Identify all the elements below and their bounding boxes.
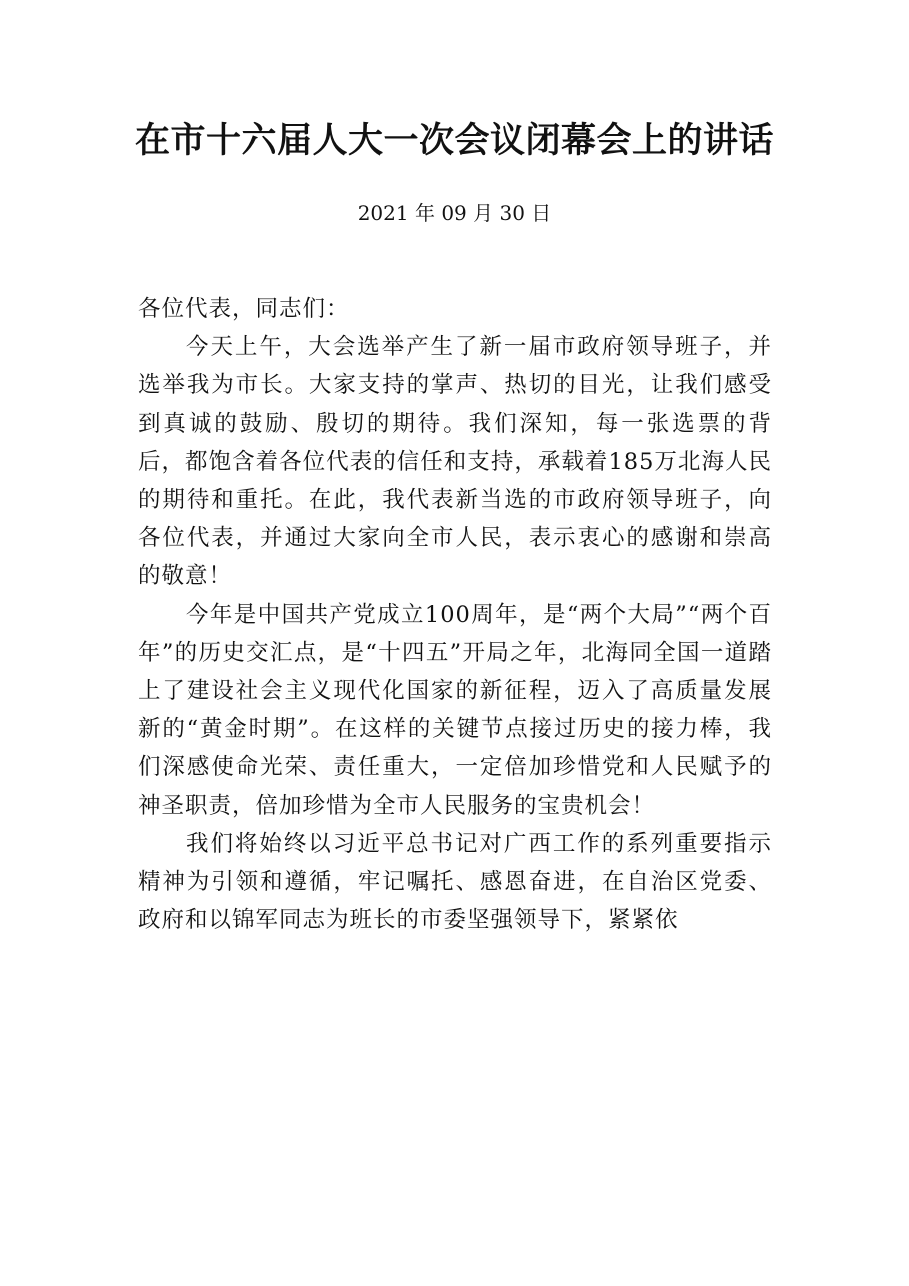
paragraph: 今年是中国共产党成立100周年，是“两个大局”“两个百年”的历史交汇点，是“十四五”开局之年，北海同全国一道踏上了建设社会主义现代化国家的新征程，迈入了高质量发展新的“黄金时期”。在这样的关键节点接过历史的接力棒，我们深感使命光荣、责任重大，一定倍加珍惜党和人民赋予的神圣职责，倍加珍惜为全市人民服务的宝贵机会！ bbox=[138, 601, 772, 819]
salutation: 各位代表，同志们： bbox=[138, 296, 350, 322]
document-title: 在市十六届人大一次会议闭幕会上的讲话 bbox=[134, 120, 774, 161]
paragraph: 今天上午，大会选举产生了新一届市政府领导班子，并选举我为市长。大家支持的掌声、热切的目光，让我们感受到真诚的鼓励、殷切的期待。我们深知，每一张选票的背后，都饱含着各位代表的信任和支持，承载着185万北海人民的期待和重托。在此，我代表新当选的市政府领导班子，向各位代表，并通过大家向全市人民，表示衷心的感谢和崇高的敬意！ bbox=[138, 334, 772, 590]
document-body bbox=[138, 290, 772, 939]
document-date: 2021 年 09 月 30 日 bbox=[357, 201, 552, 225]
paragraph: 我们将始终以习近平总书记对广西工作的系列重要指示精神为引领和遵循，牢记嘱托、感恩奋进，在自治区党委、政府和以锦军同志为班长的市委坚强领导下，紧紧依 bbox=[138, 830, 772, 934]
